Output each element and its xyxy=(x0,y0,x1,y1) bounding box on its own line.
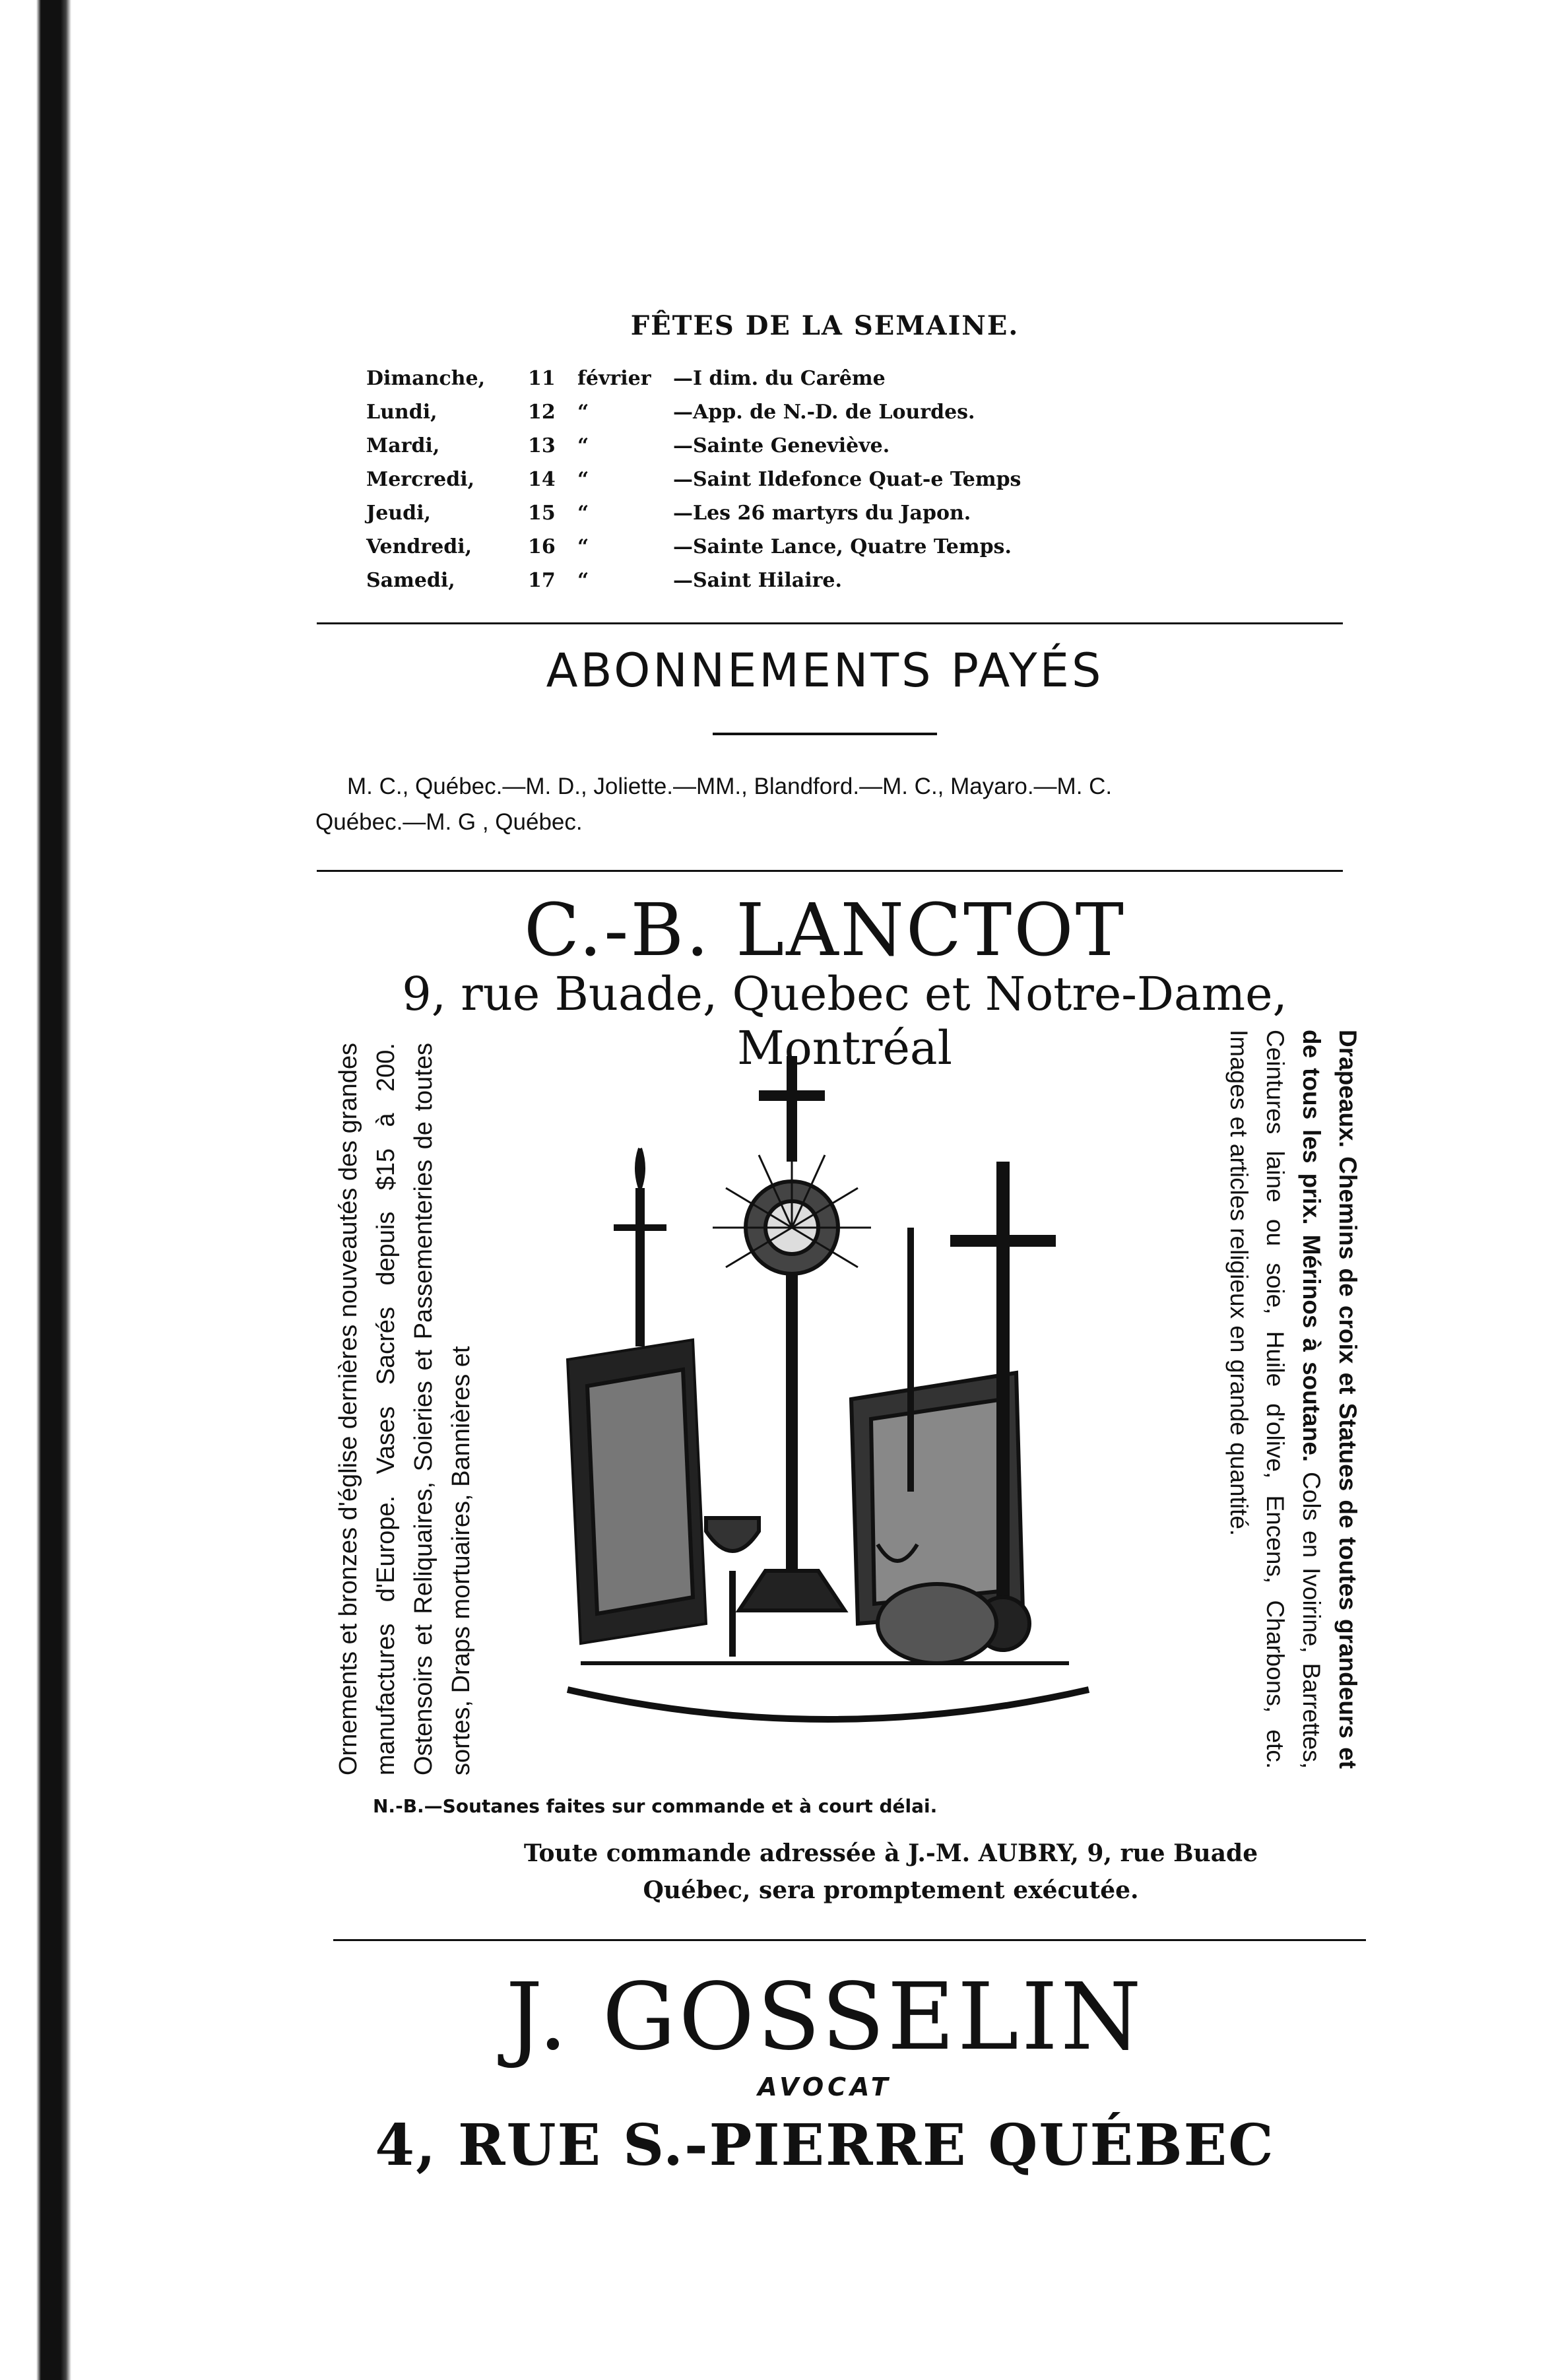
commande-line: Québec, sera promptement exécutée. xyxy=(643,1876,1139,1904)
fetes-row xyxy=(366,395,1158,429)
abonnements-title: ABONNEMENTS PAYÉS xyxy=(546,644,1104,698)
abonnements-list xyxy=(315,769,1345,840)
fetes-date: 14 xyxy=(528,468,556,491)
fetes-date: 13 xyxy=(528,434,556,457)
lanctot-right-text xyxy=(1122,1030,1366,1769)
divider-rule xyxy=(317,622,1343,624)
divider-rule xyxy=(317,870,1343,872)
fetes-month: “ xyxy=(577,535,589,558)
lanctot-right-body: Cols en Ivoirine, Barrettes, Ceintures laine ou soie, Huile d'olive, Encens, Charbons, etc. Images et articles religieux en grande quantité. xyxy=(1225,1030,1325,1769)
fetes-feast: —Sainte Lance, Quatre Temps. xyxy=(673,535,1012,558)
fetes-feast: —Saint Ildefonce Quat-e Temps xyxy=(673,468,1021,491)
abonnements-line: Québec.—M. G , Québec. xyxy=(315,809,583,835)
fetes-title: FÊTES DE LA SEMAINE. xyxy=(630,310,1020,341)
fetes-day: Jeudi, xyxy=(366,502,431,525)
fetes-day: Mardi, xyxy=(366,434,440,457)
fetes-feast: —Saint Hilaire. xyxy=(673,569,842,592)
fetes-feast: —I dim. du Carême xyxy=(673,367,886,390)
divider-rule xyxy=(333,1939,1366,1941)
commande-line: Toute commande adressée à J.-M. AUBRY, 9, rue Buade xyxy=(523,1839,1258,1867)
fetes-date: 15 xyxy=(528,502,556,525)
gosselin-name: J. GOSSELIN xyxy=(505,1964,1144,2071)
fetes-month: “ xyxy=(577,468,589,491)
fetes-month: “ xyxy=(577,401,589,424)
fetes-row xyxy=(366,362,1158,395)
fetes-feast: —Sainte Geneviève. xyxy=(673,434,890,457)
fetes-month: février xyxy=(577,367,651,390)
fetes-day: Lundi, xyxy=(366,401,438,424)
lanctot-name: C.-B. LANCTOT xyxy=(524,888,1126,972)
fetes-month: “ xyxy=(577,502,589,525)
fetes-month: “ xyxy=(577,569,589,592)
nota-bene: N.-B.—Soutanes faites sur commande et à court délai. xyxy=(373,1795,938,1817)
lanctot-address: 9, rue Buade, Quebec et Notre-Dame, Montréal xyxy=(402,967,1287,1075)
lanctot-left-column xyxy=(330,1043,521,1775)
lanctot-right-column xyxy=(1122,1030,1366,1769)
fetes-date: 11 xyxy=(528,367,556,390)
binding-edge xyxy=(0,0,73,2380)
fetes-row xyxy=(366,564,1158,597)
fetes-day: Vendredi, xyxy=(366,535,472,558)
fetes-day: Dimanche, xyxy=(366,367,486,390)
fetes-date: 16 xyxy=(528,535,556,558)
fetes-date: 17 xyxy=(528,569,556,592)
fetes-date: 12 xyxy=(528,401,556,424)
fetes-row xyxy=(366,463,1158,496)
lanctot-left-text: Ornements et bronzes d'église dernières nouveautés des grandes manufactures d'Europe. Vases Sacrés depuis $15 à 200. Ostensoirs et Reliquaires, Soieries et Passementeries de toutes sortes, Draps mortuaires, Bannières et xyxy=(335,1043,475,1775)
lanctot-right-lead: Drapeaux. Chemins de croix et Statues de toutes grandeurs et de tous les prix. Mérinos à soutane. xyxy=(1298,1030,1361,1769)
gosselin-address: 4, RUE S.-PIERRE QUÉBEC xyxy=(375,2112,1275,2179)
commande-notice xyxy=(396,1835,1386,1909)
church-goods-engraving xyxy=(541,1030,1115,1769)
fetes-day: Samedi, xyxy=(366,569,455,592)
fetes-month: “ xyxy=(577,434,589,457)
fetes-row xyxy=(366,496,1158,530)
gosselin-title: AVOCAT xyxy=(758,2072,892,2101)
abonnements-line: M. C., Québec.—M. D., Joliette.—MM., Blandford.—M. C., Mayaro.—M. C. xyxy=(347,774,1113,799)
divider-short xyxy=(713,733,937,735)
fetes-row xyxy=(366,530,1158,564)
fetes-feast: —Les 26 martyrs du Japon. xyxy=(673,502,971,525)
fetes-row xyxy=(366,429,1158,463)
fetes-table xyxy=(366,362,1158,597)
fetes-feast: —App. de N.-D. de Lourdes. xyxy=(673,401,975,424)
fetes-day: Mercredi, xyxy=(366,468,475,491)
